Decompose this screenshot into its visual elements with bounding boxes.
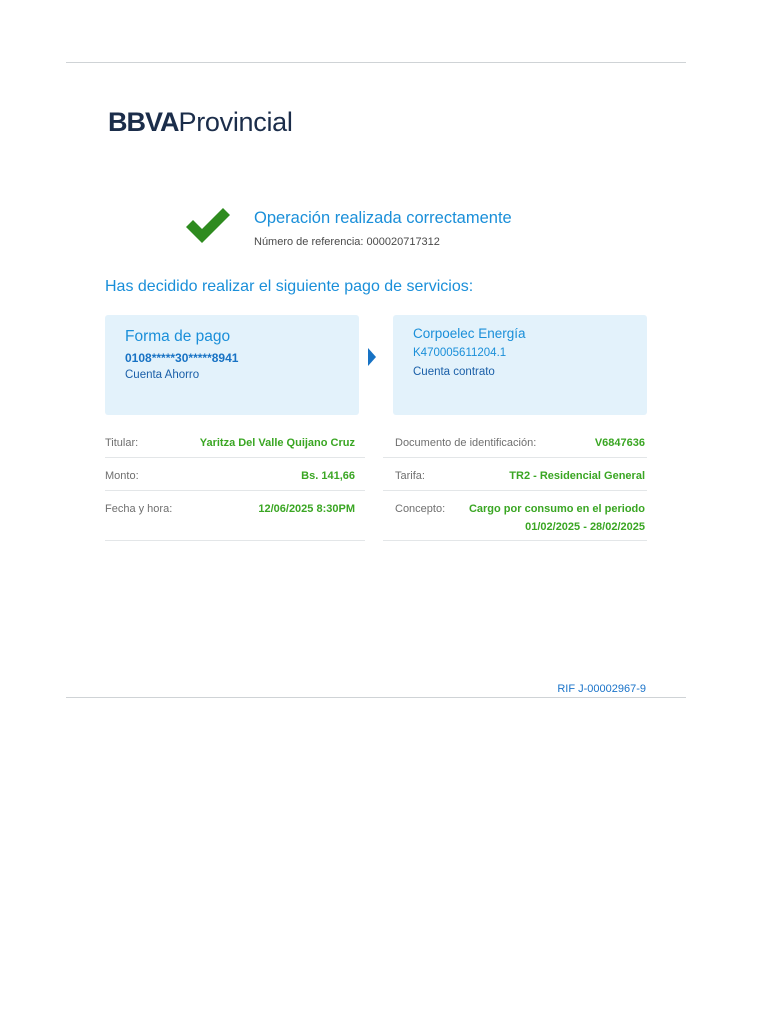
- service-card: [393, 315, 647, 415]
- bottom-divider: [66, 697, 686, 698]
- payment-card-title: Forma de pago: [125, 328, 231, 345]
- checkmark-icon: [184, 206, 232, 244]
- row-divider: [383, 457, 647, 458]
- row-divider: [383, 490, 647, 491]
- reference-number: Número de referencia: 000020717312: [254, 236, 440, 248]
- rif-number: RIF J-00002967-9: [557, 683, 646, 695]
- tarifa-label: Tarifa:: [395, 470, 425, 482]
- logo-brand: BBVA: [108, 107, 179, 137]
- success-title: Operación realizada correctamente: [254, 209, 512, 227]
- bbva-provincial-logo: [108, 107, 293, 138]
- row-divider: [383, 540, 647, 541]
- payment-method-card: [105, 315, 359, 415]
- concepto-label: Concepto:: [395, 503, 446, 515]
- titular-value: Yaritza Del Valle Quijano Cruz: [199, 437, 355, 449]
- concepto-value-line-2: 01/02/2025 - 28/02/2025: [525, 521, 645, 533]
- contract-number: K470005611204.1: [413, 347, 507, 359]
- service-card-title: Corpoelec Energía: [413, 326, 526, 341]
- titular-label: Titular:: [105, 437, 139, 449]
- fecha-label: Fecha y hora:: [105, 503, 173, 515]
- concepto-value-line-1: Cargo por consumo en el periodo: [468, 503, 645, 515]
- tarifa-value: TR2 - Residencial General: [509, 470, 645, 482]
- doc-value: V6847636: [594, 437, 645, 449]
- monto-label: Monto:: [105, 470, 139, 482]
- monto-value: Bs. 141,66: [301, 470, 355, 482]
- arrow-right-icon: [368, 348, 376, 366]
- row-divider: [105, 540, 365, 541]
- row-divider: [105, 490, 365, 491]
- account-number: 0108*****30*****8941: [125, 351, 239, 365]
- top-divider: [66, 62, 686, 63]
- logo-sub: Provincial: [178, 107, 293, 137]
- fecha-value: 12/06/2025 8:30PM: [258, 503, 355, 515]
- row-divider: [105, 457, 365, 458]
- contract-label: Cuenta contrato: [413, 366, 495, 378]
- account-type: Cuenta Ahorro: [125, 369, 200, 381]
- intro-text: Has decidido realizar el siguiente pago de servicios:: [105, 278, 474, 295]
- doc-label: Documento de identificación:: [395, 437, 537, 449]
